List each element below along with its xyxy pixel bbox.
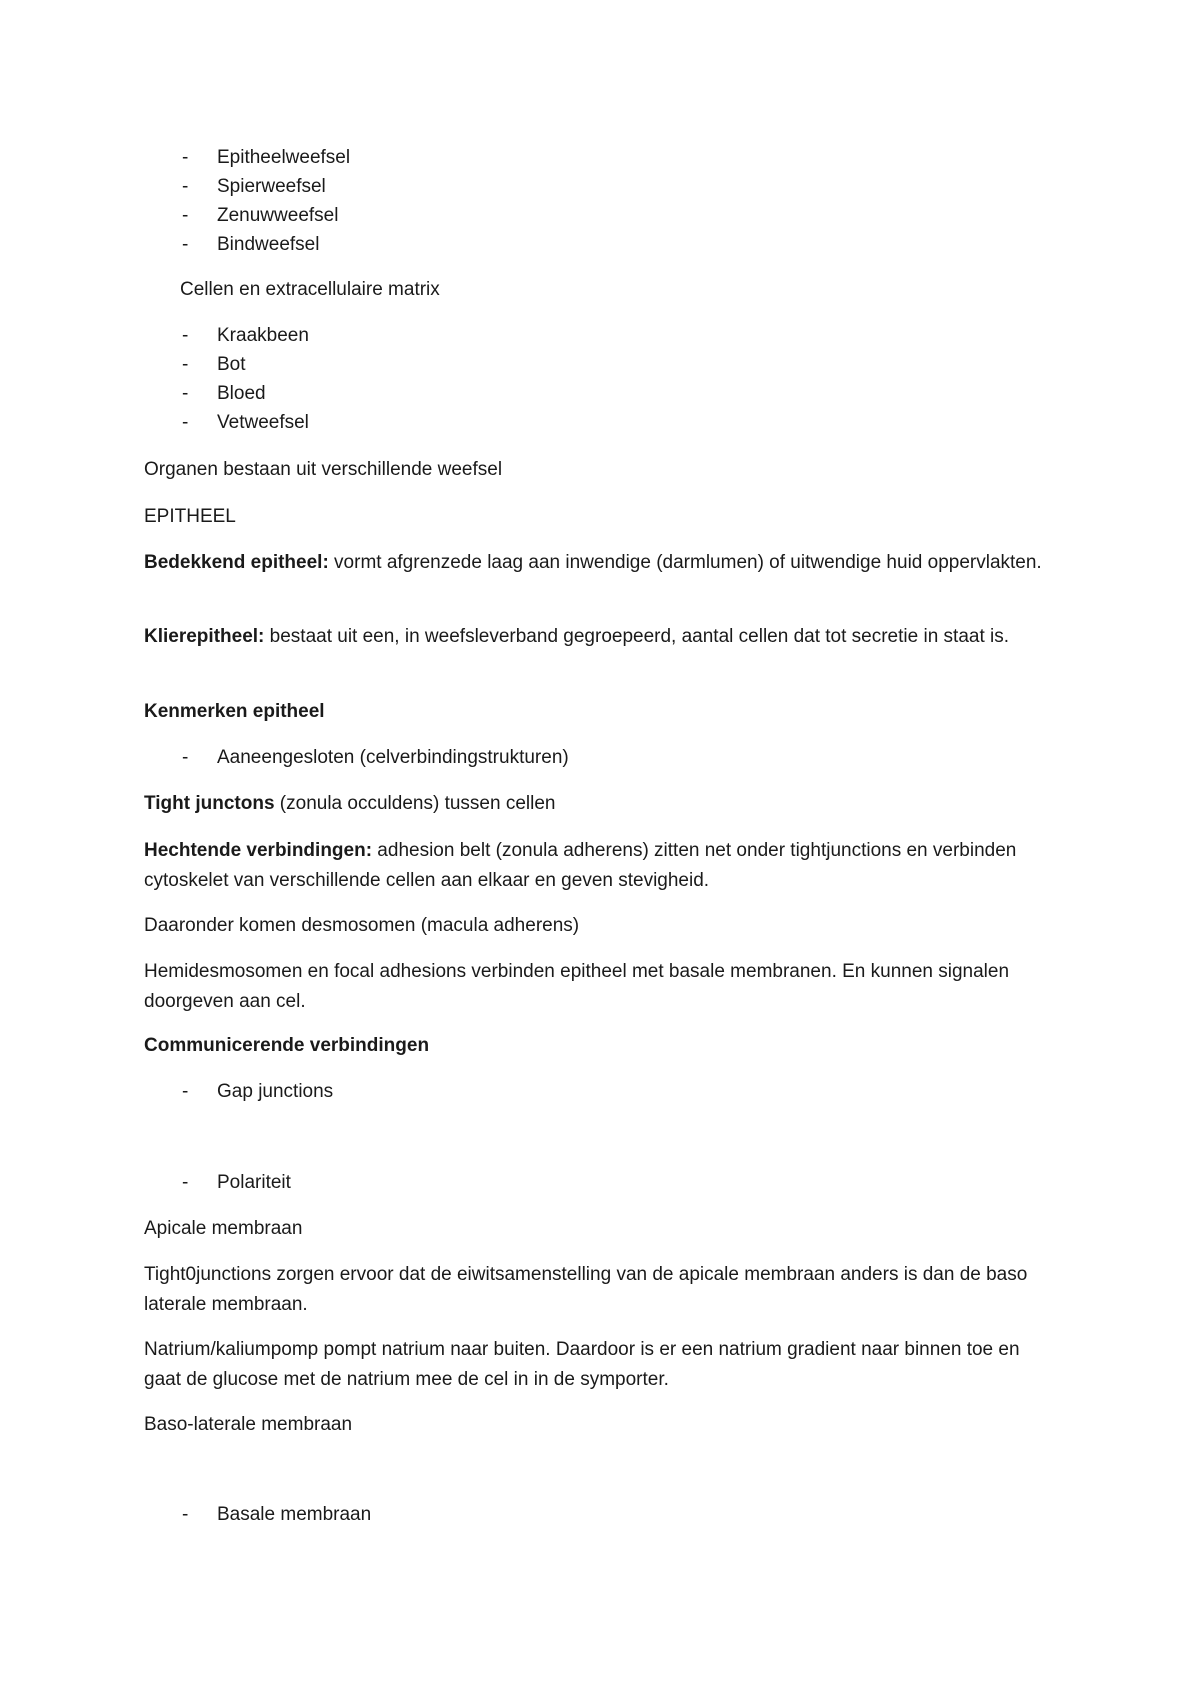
tight-text: (zonula occuldens) tussen cellen (274, 793, 556, 814)
list-item-text: Gap junctions (217, 1081, 334, 1102)
list-dash: - (182, 234, 189, 255)
epitheel-heading: EPITHEEL (144, 506, 236, 527)
list-dash: - (182, 747, 189, 768)
cellen-matrix-line: Cellen en extracellulaire matrix (180, 279, 440, 300)
tight-junctions-line (144, 789, 555, 819)
daaronder-line: Daaronder komen desmosomen (macula adherens) (144, 915, 580, 936)
list-item-text: Basale membraan (217, 1504, 372, 1525)
list-dash: - (182, 205, 189, 226)
list-item-text: Zenuwweefsel (217, 205, 339, 226)
apicale-heading: Apicale membraan (144, 1218, 303, 1239)
tight-term: Tight junctons (144, 793, 275, 814)
list-item-text: Aaneengesloten (celverbindingstrukturen) (217, 747, 569, 768)
list-item-text: Bindweefsel (217, 234, 320, 255)
klier-paragraph (144, 622, 1059, 652)
hemidesmosomen-paragraph: Hemidesmosomen en focal adhesions verbinden epitheel met basale membranen. En kunnen signalen doorgeven aan cel. (144, 961, 1010, 1012)
communicerende-heading-text: Communicerende verbindingen (144, 1035, 430, 1056)
klier-term: Klierepitheel: (144, 626, 265, 647)
list-item-text: Kraakbeen (217, 325, 309, 346)
list-item-text: Bloed (217, 383, 266, 404)
list-item-text: Polariteit (217, 1172, 291, 1193)
bedekkend-paragraph (144, 548, 1059, 578)
list-item-text: Spierweefsel (217, 176, 326, 197)
hechtende-paragraph (144, 836, 1059, 895)
list-item-text: Bot (217, 354, 246, 375)
list-dash: - (182, 147, 189, 168)
tight0-paragraph: Tight0junctions zorgen ervoor dat de eiwitsamenstelling van de apicale membraan anders is dan de baso laterale membraan. (144, 1264, 1028, 1315)
list-dash: - (182, 383, 189, 404)
list-item-text: Epitheelweefsel (217, 147, 351, 168)
list-dash: - (182, 354, 189, 375)
list-dash: - (182, 1172, 189, 1193)
organen-line: Organen bestaan uit verschillende weefsel (144, 459, 503, 480)
list-dash: - (182, 176, 189, 197)
kenmerken-heading (144, 697, 325, 727)
list-item-text: Vetweefsel (217, 412, 309, 433)
klier-text: bestaat uit een, in weefsleverband gegroepeerd, aantal cellen dat tot secretie in staat is. (264, 626, 1010, 647)
hechtende-text: adhesion belt (zonula adherens) zitten net onder tightjunctions en verbinden cytoskelet van verschillende cellen aan elkaar en geven stevigheid. (144, 840, 1017, 891)
hechtende-term: Hechtende verbindingen: (144, 840, 373, 861)
kenmerken-heading-text: Kenmerken epitheel (144, 701, 325, 722)
bedekkend-text: vormt afgrenzede laag aan inwendige (darmlumen) of uitwendige huid oppervlakten. (328, 552, 1042, 573)
natrium-paragraph: Natrium/kaliumpomp pompt natrium naar buiten. Daardoor is er een natrium gradient naar binnen toe en gaat de glucose met de natrium mee de cel in in de symporter. (144, 1339, 1020, 1390)
baso-heading: Baso-laterale membraan (144, 1414, 353, 1435)
communicerende-heading (144, 1031, 429, 1061)
list-dash: - (182, 1081, 189, 1102)
list-dash: - (182, 1504, 189, 1525)
bedekkend-term: Bedekkend epitheel: (144, 552, 329, 573)
list-dash: - (182, 325, 189, 346)
list-dash: - (182, 412, 189, 433)
